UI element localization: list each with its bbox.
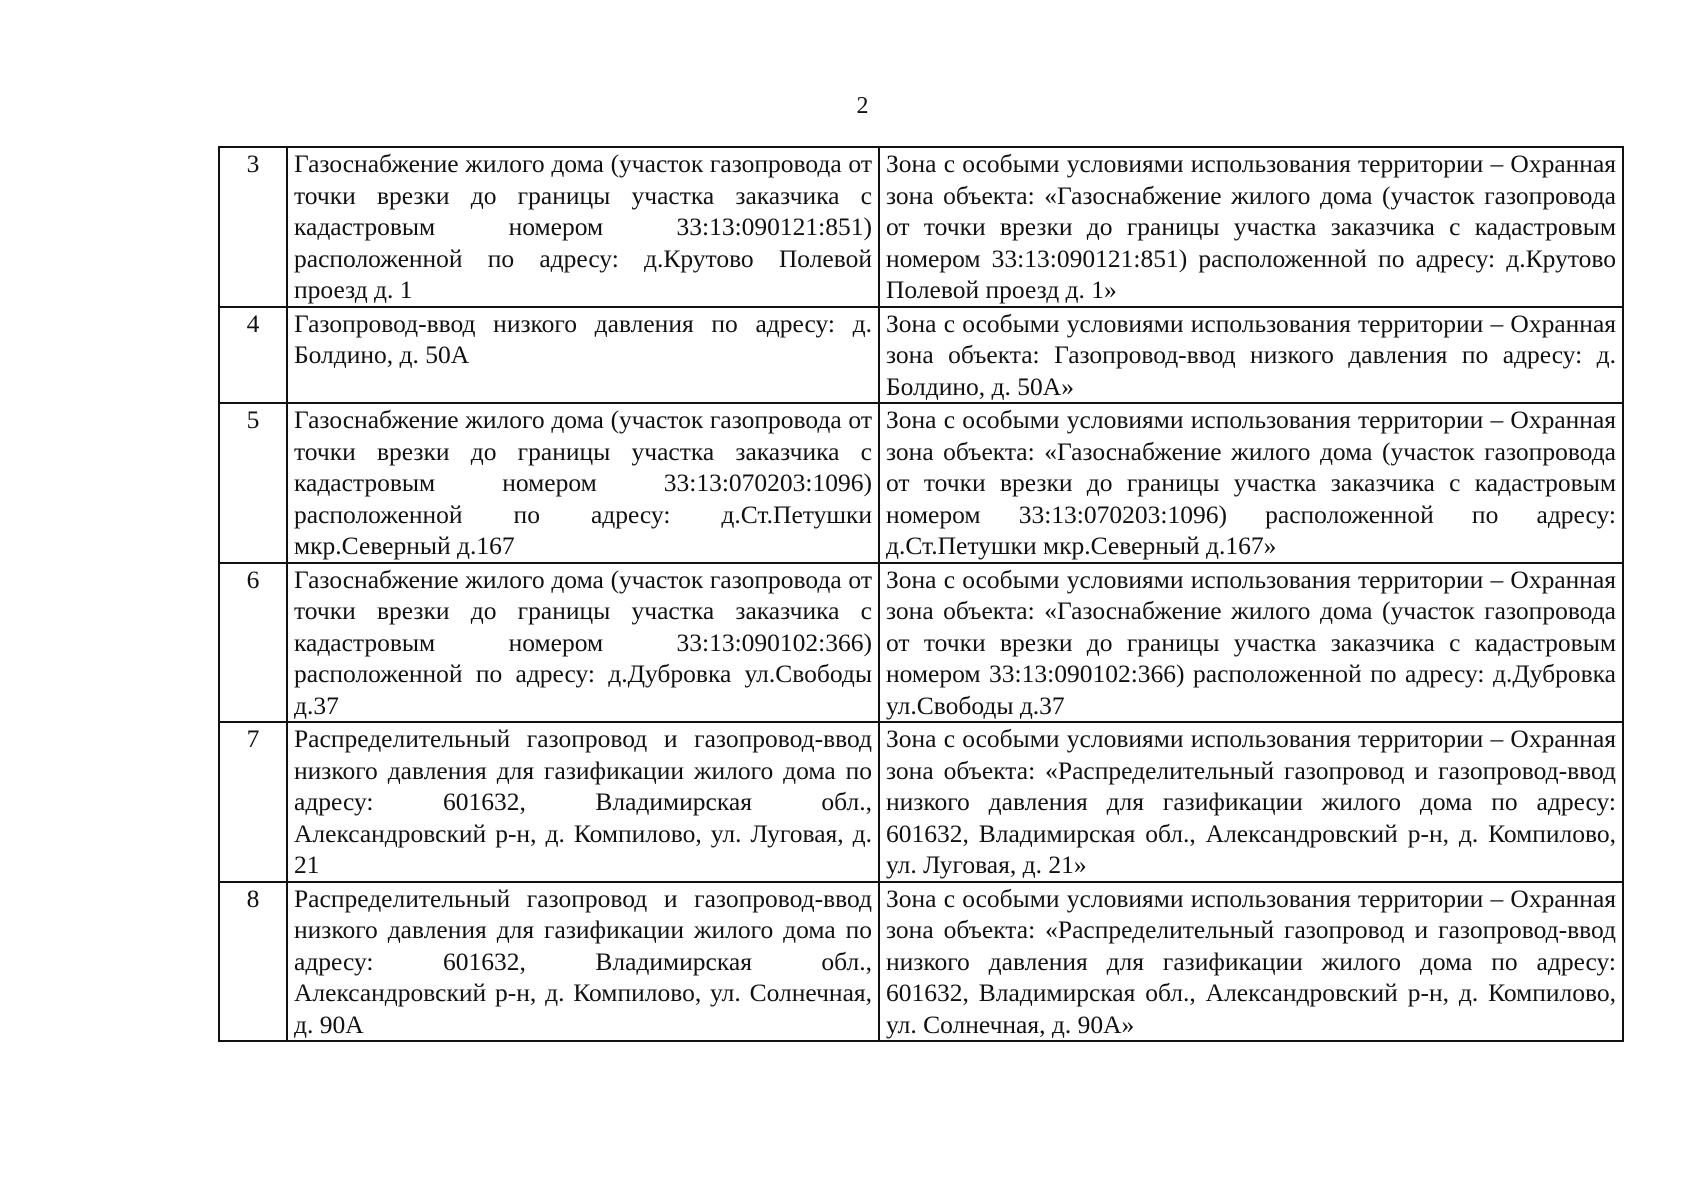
table-row [219,403,1623,563]
row-number: 3 [219,147,287,307]
object-description: Распределительный газопровод и газопровод-ввод низкого давления для газификации жилого дома по адресу: 601632, Владимирская обл., Александровский р-н, д. Компилово, ул. Луговая, д. 21 [287,722,879,882]
row-number: 7 [219,722,287,882]
row-number: 5 [219,403,287,563]
object-description: Газоснабжение жилого дома (участок газопровода от точки врезки до границы участка заказчика с кадастровым номером 33:13:070203:1096) расположенной по адресу: д.Ст.Петушки мкр.Северный д.167 [287,403,879,563]
row-number: 8 [219,882,287,1042]
zone-description: Зона с особыми условиями использования территории – Охранная зона объекта: «Распределительный газопровод и газопровод-ввод низкого давления для газификации жилого дома по адресу: 601632, Владимирская обл., Александровский р-н, д. Компилово, ул. Солнечная, д. 90А» [879,882,1623,1042]
object-description: Газоснабжение жилого дома (участок газопровода от точки врезки до границы участка заказчика с кадастровым номером 33:13:090121:851) расположенной по адресу: д.Крутово Полевой проезд д. 1 [287,147,879,307]
table-row [219,882,1623,1042]
zone-description: Зона с особыми условиями использования территории – Охранная зона объекта: «Газоснабжение жилого дома (участок газопровода от точки врезки до границы участка заказчика с кадастровым номером 33:13:090102:366) расположенной по адресу: д.Дубровка ул.Свободы д.37 [879,563,1623,723]
zone-description: Зона с особыми условиями использования территории – Охранная зона объекта: «Распределительный газопровод и газопровод-ввод низкого давления для газификации жилого дома по адресу: 601632, Владимирская обл., Александровский р-н, д. Компилово, ул. Луговая, д. 21» [879,722,1623,882]
zone-description: Зона с особыми условиями использования территории – Охранная зона объекта: «Газоснабжение жилого дома (участок газопровода от точки врезки до границы участка заказчика с кадастровым номером 33:13:090121:851) расположенной по адресу: д.Крутово Полевой проезд д. 1» [879,147,1623,307]
table-row [219,722,1623,882]
row-number: 4 [219,307,287,404]
object-description: Распределительный газопровод и газопровод-ввод низкого давления для газификации жилого дома по адресу: 601632, Владимирская обл., Александровский р-н, д. Компилово, ул. Солнечная, д. 90А [287,882,879,1042]
object-description: Газоснабжение жилого дома (участок газопровода от точки врезки до границы участка заказчика с кадастровым номером 33:13:090102:366) расположенной по адресу: д.Дубровка ул.Свободы д.37 [287,563,879,723]
page-number: 2 [856,93,869,119]
table-row [219,563,1623,723]
table-row [219,147,1623,307]
protection-zones-table [218,146,1624,1042]
row-number: 6 [219,563,287,723]
zone-description: Зона с особыми условиями использования территории – Охранная зона объекта: «Газоснабжение жилого дома (участок газопровода от точки врезки до границы участка заказчика с кадастровым номером 33:13:070203:1096) расположенной по адресу: д.Ст.Петушки мкр.Северный д.167» [879,403,1623,563]
zone-description: Зона с особыми условиями использования территории – Охранная зона объекта: Газопровод-ввод низкого давления по адресу: д. Болдино, д. 50А» [879,307,1623,404]
table-row [219,307,1623,404]
object-description: Газопровод-ввод низкого давления по адресу: д. Болдино, д. 50А [287,307,879,404]
